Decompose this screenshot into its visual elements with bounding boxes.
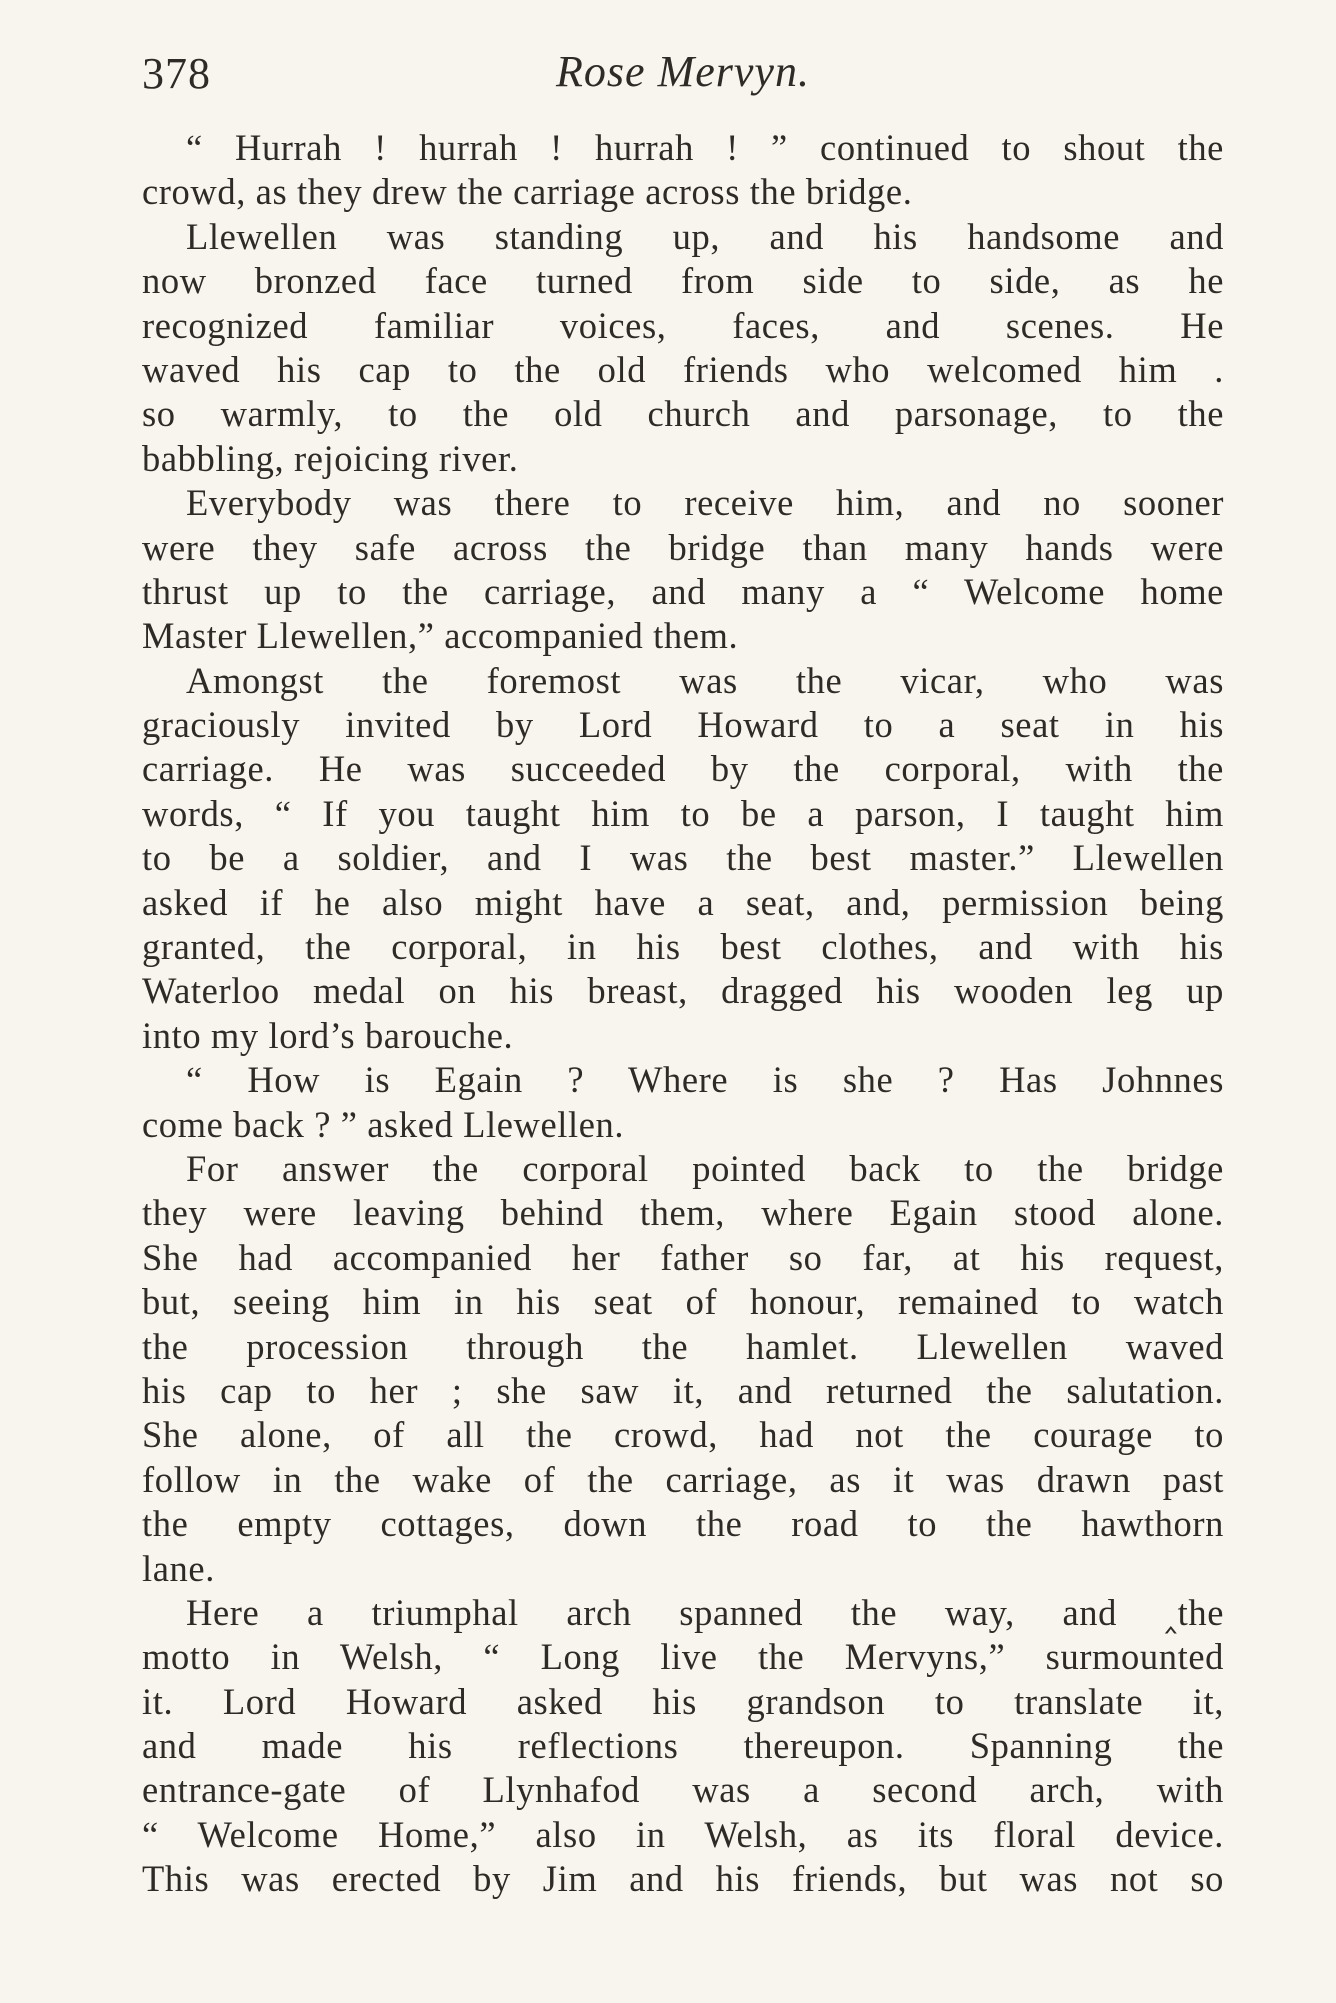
text-line: lane. [142, 1547, 215, 1589]
text-line: but, seeing him in his seat of honour, remained to watch [142, 1281, 1224, 1323]
running-title: Rose Mervyn. [556, 47, 810, 96]
running-head [142, 38, 1224, 108]
text-line: follow in the wake of the carriage, as it was drawn past [142, 1458, 1224, 1500]
paragraph [142, 1591, 1224, 1902]
text-line: Llewellen was standing up, and his handsome and [186, 215, 1224, 257]
text-line: asked if he also might have a seat, and, permission being [142, 881, 1224, 923]
text-line: come back ? ” asked Llewellen. [142, 1103, 625, 1145]
text-line: Everybody was there to receive him, and no sooner [186, 482, 1224, 524]
text-line: entrance-gate of Llynhafod was a second arch, with [142, 1769, 1224, 1811]
text-line: now bronzed face turned from side to side, as he [142, 260, 1224, 302]
text-line: motto in Welsh, “ Long live the Mervyns,” surmounted [142, 1636, 1224, 1678]
text-line: his cap to her ; she saw it, and returned the salutation. [142, 1369, 1224, 1411]
text-line: Master Llewellen,” accompanied them. [142, 615, 739, 657]
paragraph [142, 126, 1224, 215]
paragraph [142, 1147, 1224, 1591]
text-line: to be a soldier, and I was the best master.” Llewellen [142, 837, 1224, 879]
text-line: it. Lord Howard asked his grandson to translate it, [142, 1680, 1224, 1722]
text-line: into my lord’s barouche. [142, 1014, 514, 1056]
body-text [142, 126, 1224, 1902]
text-line: crowd, as they drew the carriage across the bridge. [142, 171, 913, 213]
text-line: the empty cottages, down the road to the hawthorn [142, 1503, 1224, 1545]
text-line: She alone, of all the crowd, had not the courage to [142, 1414, 1224, 1456]
text-line: This was erected by Jim and his friends, but was not so [142, 1858, 1224, 1900]
page-number: 378 [142, 49, 211, 98]
paragraph [142, 215, 1224, 481]
text-line: recognized familiar voices, faces, and scenes. He [142, 304, 1224, 346]
text-line: words, “ If you taught him to be a parson, I taught him [142, 792, 1224, 834]
text-line: babbling, rejoicing river. [142, 437, 519, 479]
paragraph [142, 481, 1224, 659]
text-line: “ Hurrah ! hurrah ! hurrah ! ” continued to shout the [186, 127, 1224, 168]
text-line: the procession through the hamlet. Llewellen waved [142, 1325, 1224, 1367]
text-line: “ How is Egain ? Where is she ? Has Johnnes [186, 1059, 1224, 1101]
text-line: so warmly, to the old church and parsonage, to the [142, 393, 1224, 435]
text-line: graciously invited by Lord Howard to a seat in his [142, 704, 1224, 746]
text-line: and made his reflections thereupon. Spanning the [142, 1725, 1224, 1767]
text-line: Waterloo medal on his breast, dragged his wooden leg up [142, 970, 1224, 1012]
book-page [142, 38, 1224, 1902]
text-line: She had accompanied her father so far, at his request, [142, 1236, 1224, 1278]
text-line: they were leaving behind them, where Egain stood alone. [142, 1192, 1224, 1234]
text-line: For answer the corporal pointed back to the bridge [186, 1147, 1224, 1189]
text-line: Amongst the foremost was the vicar, who was [186, 659, 1224, 701]
paragraph [142, 659, 1224, 1059]
text-line: waved his cap to the old friends who welcomed him . [142, 348, 1224, 390]
text-line: carriage. He was succeeded by the corporal, with the [142, 748, 1224, 790]
text-line: thrust up to the carriage, and many a “ Welcome home [142, 570, 1224, 612]
text-line: Here a triumphal arch spanned the way, and ‸the [186, 1591, 1224, 1633]
text-line: “ Welcome Home,” also in Welsh, as its floral device. [142, 1813, 1224, 1855]
paragraph [142, 1058, 1224, 1147]
text-line: were they safe across the bridge than many hands were [142, 526, 1224, 568]
text-line: granted, the corporal, in his best clothes, and with his [142, 926, 1224, 968]
